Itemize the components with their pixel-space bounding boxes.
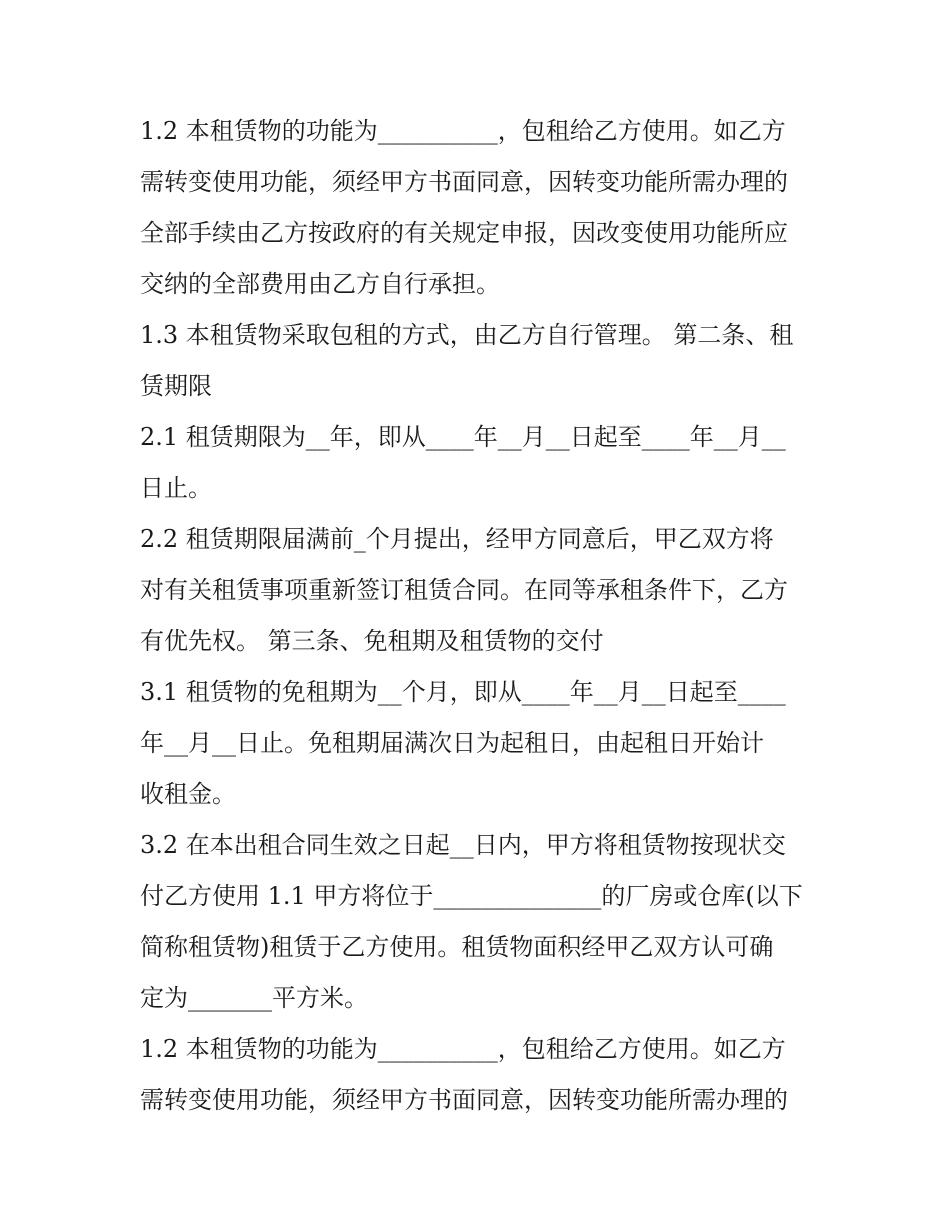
text-line-7: 2.1 租赁期限为__年，即从____年__月__日起至____年__月__	[140, 423, 786, 451]
text-line-2: 需转变使用功能，须经甲方书面同意，因转变功能所需办理的	[140, 168, 788, 196]
text-line-5: 1.3 本租赁物采取包租的方式，由乙方自行管理。 第二条、租	[140, 321, 794, 349]
document-body	[140, 106, 830, 1126]
text-line-9: 2.2 租赁期限届满前_个月提出，经甲方同意后，甲乙双方将	[140, 525, 774, 553]
text-line-3: 全部手续由乙方按政府的有关规定申报，因改变使用功能所应	[140, 219, 788, 247]
text-line-11: 有优先权。 第三条、免租期及租赁物的交付	[140, 627, 604, 655]
text-line-6: 赁期限	[140, 372, 212, 400]
text-line-8: 日止。	[140, 474, 212, 502]
text-line-1: 1.2 本租赁物的功能为__________，包租给乙方使用。如乙方	[140, 117, 786, 145]
text-line-19: 1.2 本租赁物的功能为__________，包租给乙方使用。如乙方	[140, 1035, 786, 1063]
text-line-15: 3.2 在本出租合同生效之日起__日内，甲方将租赁物按现状交	[140, 831, 786, 859]
text-line-20: 需转变使用功能，须经甲方书面同意，因转变功能所需办理的	[140, 1086, 788, 1114]
text-line-16: 付乙方使用 1.1 甲方将位于______________的厂房或仓库(以下	[140, 882, 803, 910]
text-line-17: 简称租赁物)租赁于乙方使用。租赁物面积经甲乙双方认可确	[140, 933, 774, 961]
text-line-14: 收租金。	[140, 780, 236, 808]
text-line-18: 定为_______平方米。	[140, 984, 368, 1012]
text-line-10: 对有关租赁事项重新签订租赁合同。在同等承租条件下，乙方	[140, 576, 788, 604]
text-line-13: 年__月__日止。免租期届满次日为起租日，由起租日开始计	[140, 729, 764, 757]
text-line-12: 3.1 租赁物的免租期为__个月，即从____年__月__日起至____	[140, 678, 786, 706]
text-line-4: 交纳的全部费用由乙方自行承担。	[140, 270, 500, 298]
